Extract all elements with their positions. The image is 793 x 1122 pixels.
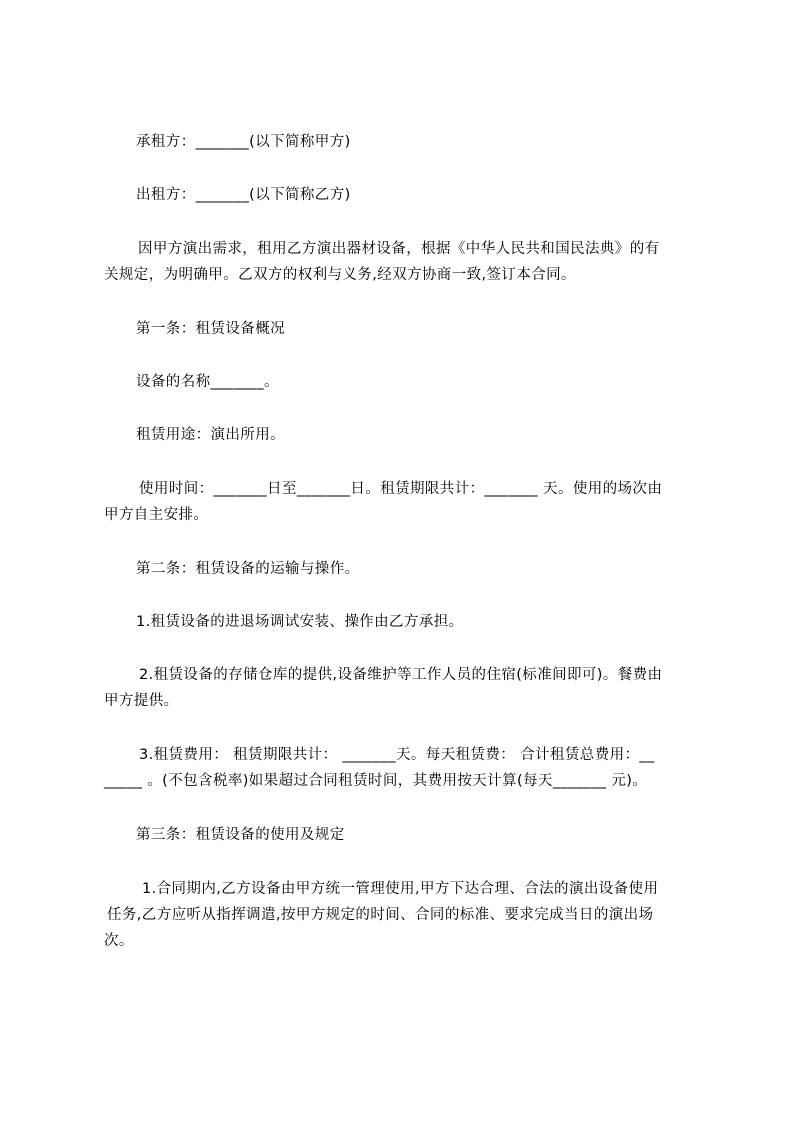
article-3-item-1-line-2: 任务,乙方应听从指挥调遣,按甲方规定的时间、合同的标准、要求完成当日的演出场 — [107, 907, 654, 923]
article-3-item-1-line-3: 次。 — [104, 933, 134, 949]
article-2-item-2-line-1: 2.租赁设备的存储仓库的提供,设备维护等工作人员的住宿(标准间即可)。餐费由 — [139, 667, 663, 683]
lessee-line: 承租方：_______(以下简称甲方) — [136, 134, 351, 150]
usage-time-line-1: 使用时间：_______日至_______日。租赁期限共计：_______ 天。使用的场次由 — [139, 481, 663, 497]
equipment-name-line: 设备的名称_______。 — [136, 374, 279, 390]
article-3-heading: 第三条：租赁设备的使用及规定 — [136, 827, 345, 843]
article-2-heading: 第二条：租赁设备的运输与操作。 — [136, 561, 360, 577]
article-3-item-1-line-1: 1.合同期内,乙方设备由甲方统一管理使用,甲方下达合理、合法的演出设备使用 — [142, 881, 659, 897]
article-1-heading: 第一条：租赁设备概况 — [136, 321, 285, 337]
lessor-line: 出租方：_______(以下简称乙方) — [136, 187, 351, 203]
usage-time-line-2: 甲方自主安排。 — [104, 507, 209, 523]
intro-paragraph-line-1: 因甲方演出需求，租用乙方演出器材设备，根据《中华人民共和国民法典》的有 — [138, 241, 660, 257]
article-2-item-2-line-2: 甲方提供。 — [104, 693, 179, 709]
article-2-item-3-line-1: 3.租赁费用： 租赁期限共计： _______天。每天租赁费： 合计租赁总费用：__ — [139, 747, 655, 763]
lease-purpose-line: 租赁用途：演出所用。 — [136, 427, 285, 443]
article-2-item-3-line-2: _____ 。(不包含税率)如果超过合同租赁时间，其费用按天计算(每天_______ 元)。 — [104, 773, 648, 789]
intro-paragraph-line-2: 关规定，为明确甲。乙双方的权利与义务,经双方协商一致,签订本合同。 — [104, 267, 576, 283]
article-2-item-1: 1.租赁设备的进退场调试安装、操作由乙方承担。 — [136, 614, 464, 630]
